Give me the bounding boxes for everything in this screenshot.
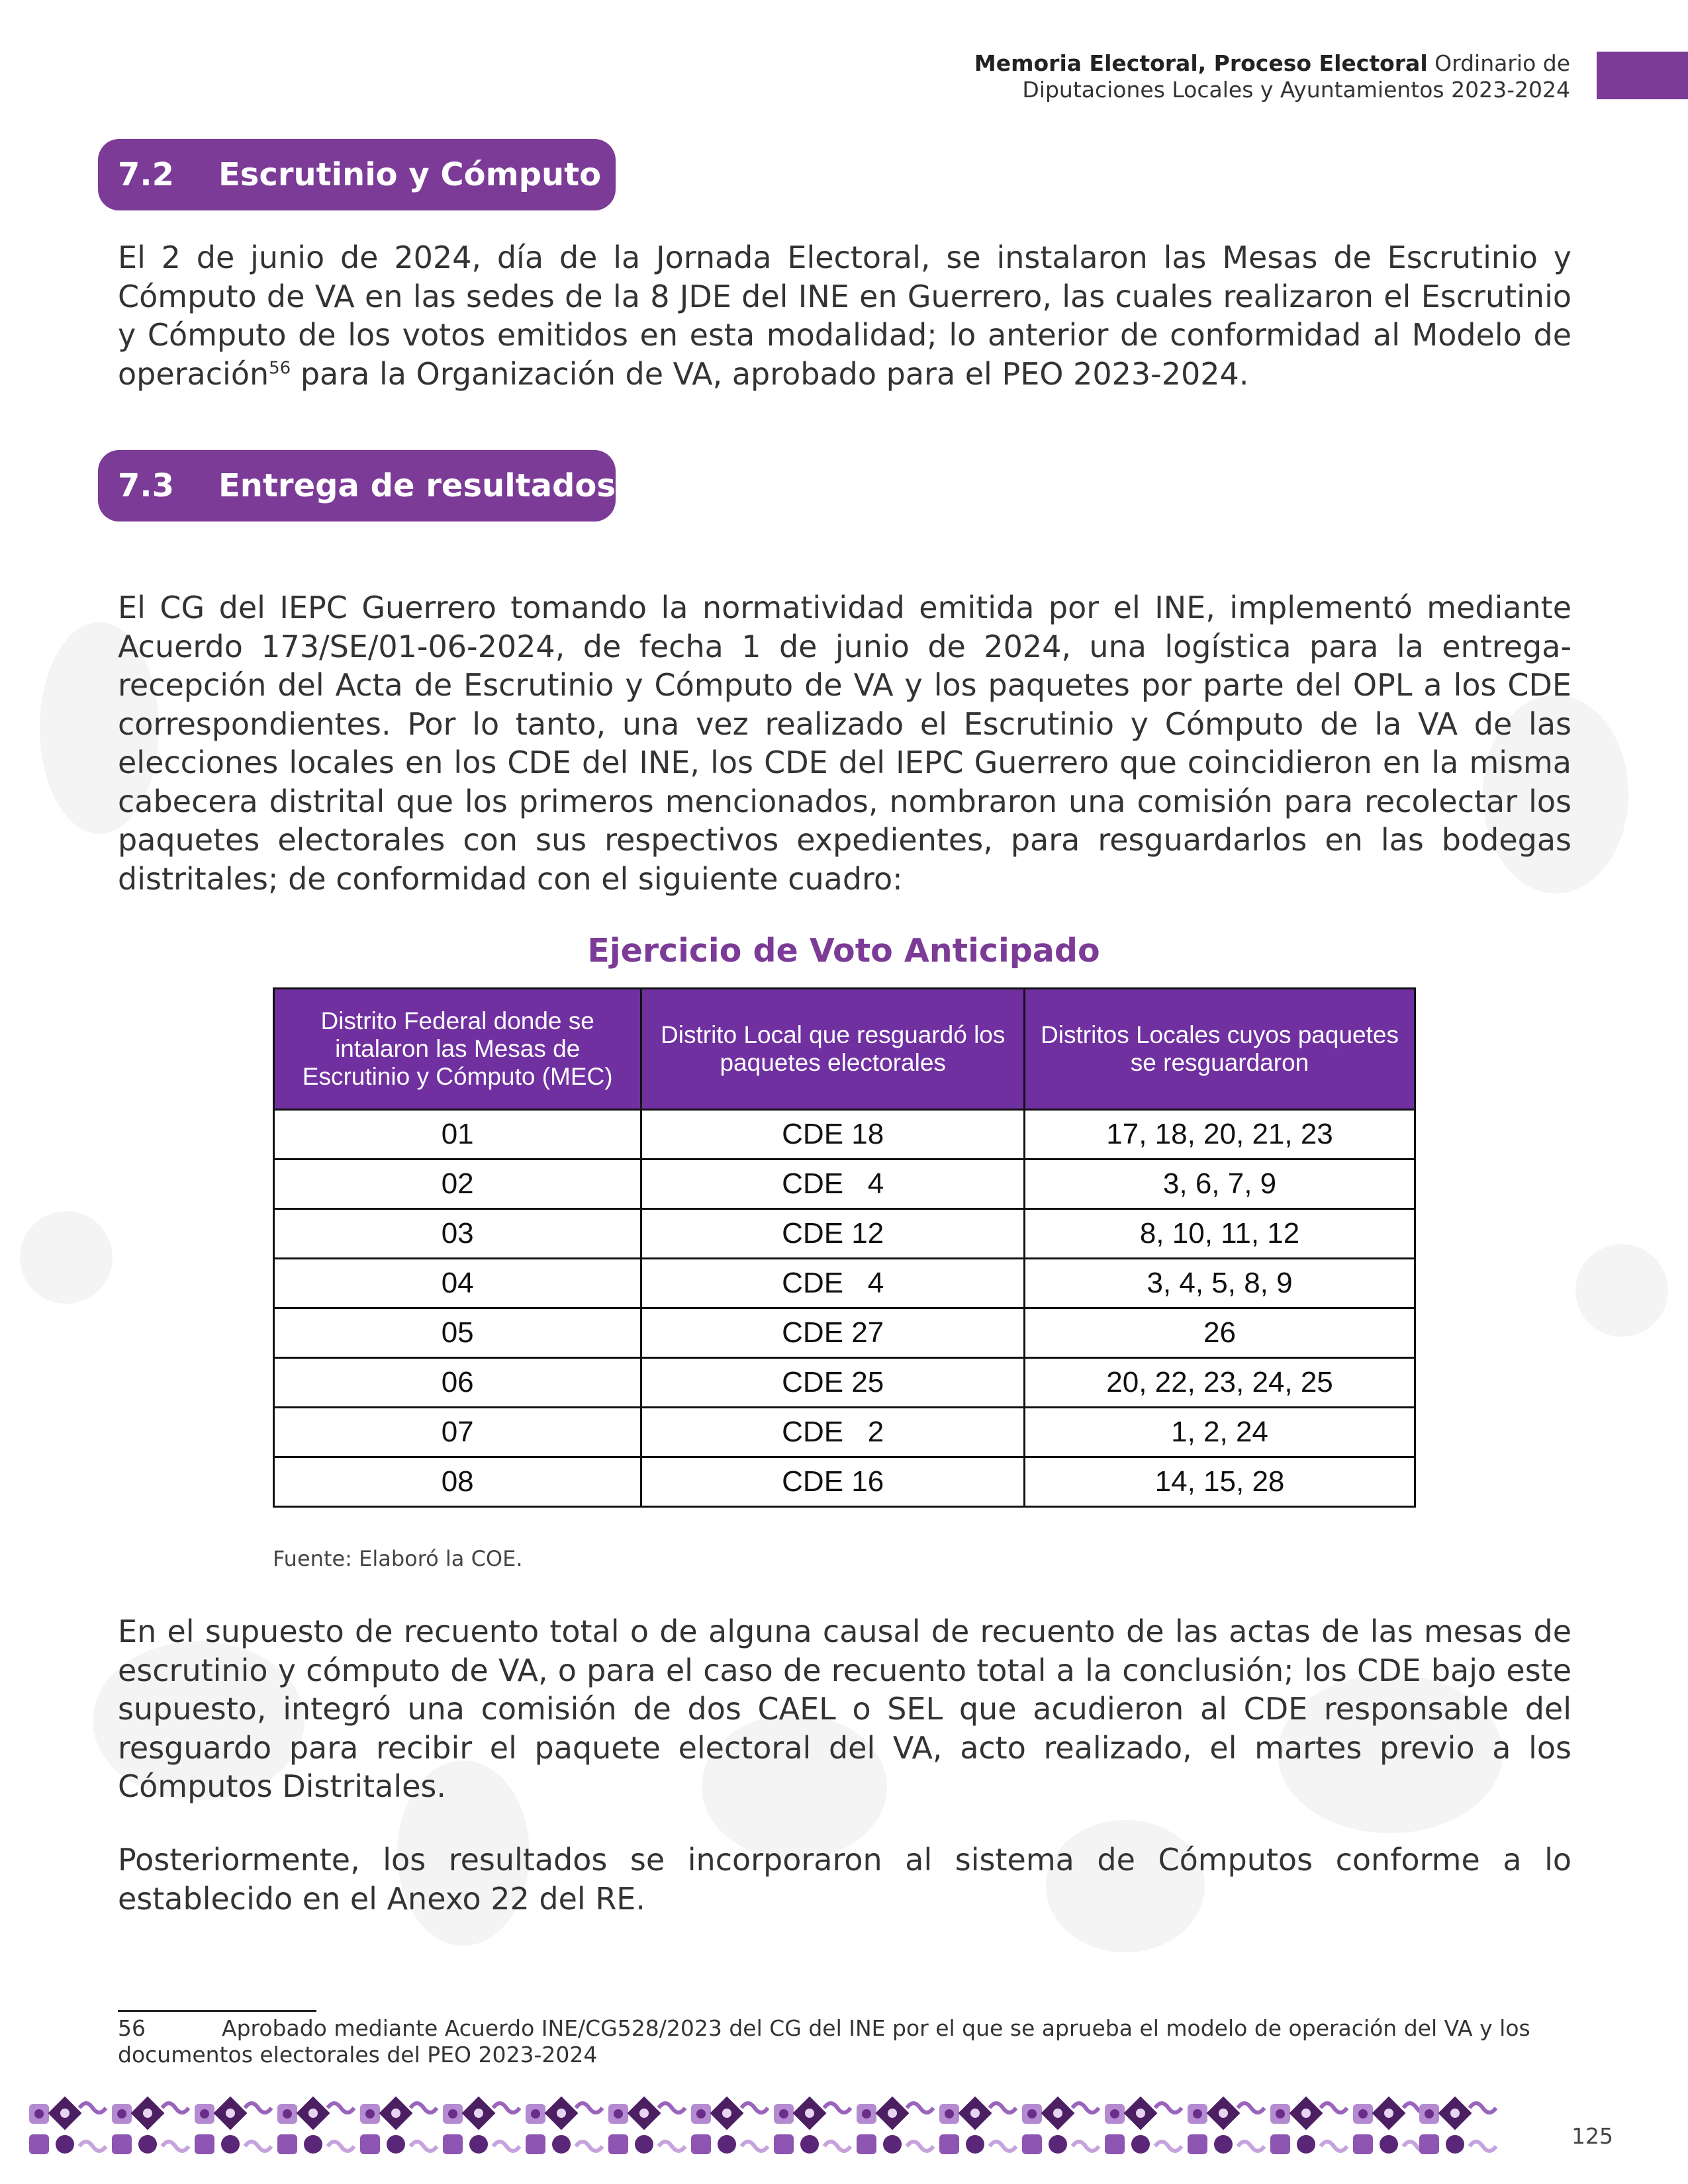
- cell-distrito-local: CDE 16: [641, 1457, 1025, 1507]
- cell-distrito-federal: 01: [274, 1110, 641, 1160]
- column-header-distrito-local: Distrito Local que resguardó los paquetes electorales: [641, 989, 1025, 1110]
- section-number: 7.2: [118, 156, 175, 193]
- cell-distrito-local: CDE 12: [641, 1209, 1025, 1259]
- table-row: [274, 1259, 1415, 1308]
- cell-distrito-federal: 08: [274, 1457, 641, 1507]
- footnote: [118, 2015, 1571, 2068]
- table-row: [274, 1457, 1415, 1507]
- cell-distrito-local: CDE 25: [641, 1358, 1025, 1408]
- cell-distrito-local: CDE 2: [641, 1408, 1025, 1457]
- table-title: Ejercicio de Voto Anticipado: [587, 932, 1100, 970]
- table-row: [274, 1308, 1415, 1358]
- cell-distrito-federal: 05: [274, 1308, 641, 1358]
- cell-distrito-local: CDE 18: [641, 1110, 1025, 1160]
- section-title: Escrutinio y Cómputo: [218, 156, 602, 193]
- cell-distrito-local: CDE 4: [641, 1259, 1025, 1308]
- header-color-tab: [1597, 52, 1688, 99]
- section-heading-7-3: [98, 450, 616, 522]
- cell-distrito-federal: 04: [274, 1259, 641, 1308]
- table-row: [274, 1110, 1415, 1160]
- table-row: [274, 1358, 1415, 1408]
- paragraph-escrutinio: [118, 238, 1571, 393]
- cell-distritos-resguardados: 3, 6, 7, 9: [1025, 1160, 1415, 1209]
- table-row: [274, 1408, 1415, 1457]
- cell-distrito-local: CDE 4: [641, 1160, 1025, 1209]
- cell-distrito-federal: 03: [274, 1209, 641, 1259]
- paragraph-entrega: El CG del IEPC Guerrero tomando la normatividad emitida por el INE, implementó mediante Acuerdo 173/SE/01-06-2024, de fecha 1 de junio de 2024, una logística para la entrega-recepción del Acta de Escrutinio y Cómputo de VA y los paquetes por parte del OPL a los CDE correspondientes. Por lo tanto, una vez realizado el Escrutinio y Cómputo de la VA de las elecciones locales en los CDE del INE, los CDE del IEPC Guerrero que coincidieron en la misma cabecera distrital que los primeros mencionados, nombraron una comisión para recolectar los paquetes electorales con sus respectivos expedientes, para resguardarlos en las bodegas distritales; de conformidad con el siguiente cuadro:: [118, 590, 1571, 897]
- header-title-rest: Ordinario de: [1427, 50, 1570, 76]
- paragraph-text-continued: para la Organización de VA, aprobado para el PEO 2023-2024.: [291, 355, 1249, 392]
- page-number: 125: [1571, 2123, 1613, 2149]
- cell-distritos-resguardados: 14, 15, 28: [1025, 1457, 1415, 1507]
- cell-distritos-resguardados: 8, 10, 11, 12: [1025, 1209, 1415, 1259]
- results-table: [273, 987, 1416, 1508]
- section-number: 7.3: [118, 467, 175, 504]
- cell-distritos-resguardados: 1, 2, 24: [1025, 1408, 1415, 1457]
- cell-distritos-resguardados: 20, 22, 23, 24, 25: [1025, 1358, 1415, 1408]
- cell-distrito-federal: 06: [274, 1358, 641, 1408]
- column-header-distritos-resguardados: Distritos Locales cuyos paquetes se resguardaron: [1025, 989, 1415, 1110]
- embroidered-border-decoration: [26, 2095, 1503, 2161]
- footnote-divider: [118, 2010, 316, 2012]
- running-header: [974, 50, 1570, 103]
- column-header-distrito-federal: Distrito Federal donde se intalaron las Mesas de Escrutinio y Cómputo (MEC): [274, 989, 641, 1110]
- cell-distritos-resguardados: 17, 18, 20, 21, 23: [1025, 1110, 1415, 1160]
- paragraph-posteriormente: Posteriormente, los resultados se incorporaron al sistema de Cómputos conforme a lo establecido en el Anexo 22 del RE.: [118, 1842, 1571, 1917]
- footnote-text: Aprobado mediante Acuerdo INE/CG528/2023 del CG del INE por el que se aprueba el modelo de operación del VA y los documentos electorales del PEO 2023-2024: [118, 2015, 1530, 2068]
- cell-distritos-resguardados: 26: [1025, 1308, 1415, 1358]
- table-source-note: Fuente: Elaboró la COE.: [273, 1546, 523, 1571]
- cell-distrito-federal: 02: [274, 1160, 641, 1209]
- table-row: [274, 1209, 1415, 1259]
- section-heading-7-2: [98, 139, 616, 210]
- footnote-number: 56: [118, 2015, 146, 2041]
- cell-distrito-federal: 07: [274, 1408, 641, 1457]
- table-row: [274, 1160, 1415, 1209]
- header-title-line2: Diputaciones Locales y Ayuntamientos 2023-2024: [1022, 77, 1570, 103]
- paragraph-text: El 2 de junio de 2024, día de la Jornada Electoral, se instalaron las Mesas de Escrutinio y Cómputo de VA en las sedes de la 8 JDE del INE en Guerrero, las cuales realizaron el Escrutinio y Cómputo de los votos emitidos en esta modalidad; lo anterior de conformidad al Modelo de operación: [118, 240, 1571, 392]
- cell-distrito-local: CDE 27: [641, 1308, 1025, 1358]
- table-header-row: [274, 989, 1415, 1110]
- cell-distritos-resguardados: 3, 4, 5, 8, 9: [1025, 1259, 1415, 1308]
- footnote-reference[interactable]: 56: [269, 358, 291, 379]
- paragraph-recuento: En el supuesto de recuento total o de alguna causal de recuento de las actas de las mesas de escrutinio y cómputo de VA, o para el caso de recuento total a la conclusión; los CDE bajo este supuesto, integró una comisión de dos CAEL o SEL que acudieron al CDE responsable del resguardo para recibir el paquete electoral del VA, acto realizado, el martes previo a los Cómputos Distritales.: [118, 1614, 1571, 1804]
- header-title-bold: Memoria Electoral, Proceso Electoral: [974, 50, 1428, 76]
- section-title: Entrega de resultados: [218, 467, 616, 504]
